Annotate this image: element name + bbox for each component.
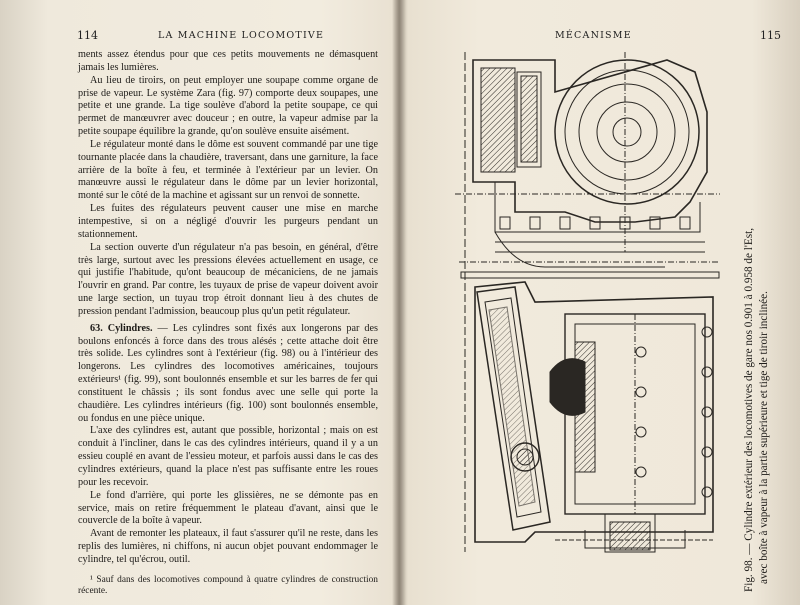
caption-line-2: avec boîte à vapeur à la partie supérieure et tige de tiroir inclinée. [758,291,770,584]
caption-line-1: Fig. 98. — Cylindre extérieur des locomotives de gare nos 0.901 à 0.958 de l'Est, [743,228,755,592]
paragraph: Les fuites des régulateurs peuvent causer une mise en marche intempestive, si on a négligé d'ouvrir les purgeurs pendant un stationnement. [78,203,378,240]
left-page-number: 114 [77,29,98,42]
paragraph: Le régulateur monté dans le dôme est souvent commandé par une tige tournante placée dans la chaudière, traversant, dans une garniture, la face arrière de la boîte à feu, et terminée à l'extérieur par un levier. On manœuvre aussi le régulateur dans le dôme par un levier horizontal, monté sur le côté de la machine et agissant sur un renvoi de sonnette. [78,138,378,202]
paragraph: Au lieu de tiroirs, on peut employer une soupape comme organe de prise de vapeur. Le système Zara (fig. 97) comporte deux soupapes, une petite et une grande. La tige soulève d'abord la petite soupape, ce qui permet de manœuvrer avec douceur ; en outre, la vapeur admise par la petite soupape équilibre la grande, qu'on soulève ensuite aisément. [78,74,378,138]
footnote: ¹ Sauf dans des locomotives compound à quatre cylindres de construction récente. [78,574,378,597]
paragraph: ments assez étendus pour que ces petits mouvements ne démasquent jamais les lumières. [78,49,378,73]
left-page-body [78,49,378,598]
paragraph: La section ouverte d'un régulateur n'a pas besoin, en général, d'être très large, surtout avec les pressions élevées actuellement en usage, ce qui justifie l'habitude, qu'ont beaucoup de mécaniciens, de ne jamais l'ouvrir en grand. Par contre, les tuyaux de prise de vapeur doivent avoir une large section, un tuyau trop étroit donnant lieu à des chutes de pression pendant l'admission, beaucoup plus qu'un petit régulateur. [78,241,378,317]
cylinder-technical-drawing [455,52,725,562]
right-page-number: 115 [760,29,781,42]
section-text: — Les cylindres sont fixés aux longerons par des boulons enfoncés à force dans des trous alésés ; cette attache doit être très solide. Les cylindres sont à l'extérieur (fig. 98) ou à l'intérieur des longerons. Les cylindres des locomotives américaines, toujours extérieurs¹ (fig. 99), sont boulonnés ensemble et sur les barres de fer qui constituent le châssis ; ils sont fondus avec une selle qui porte la chaudière. Les cylindres intérieurs (fig. 100) sont boulonnés ensemble, ou fondus en une pièce unique. [78,322,378,424]
section-paragraph [78,323,378,426]
figure-caption [742,112,786,592]
left-running-head: LA MACHINE LOCOMOTIVE [158,30,325,41]
right-running-head: MÉCANISME [555,30,632,41]
paragraph: Avant de remonter les plateaux, il faut s'assurer qu'il ne reste, dans les replis des lumières, ni chiffons, ni aucun objet pouvant endommager le cylindre, tel qu'écrou, outil. [78,528,378,565]
paragraph: L'axe des cylindres est, autant que possible, horizontal ; mais on est conduit à l'incliner, dans le cas des cylindres intérieurs, quand il y a un essieu couplé en avant de l'essieu moteur, et parfois aussi dans le cas des cylindres extérieurs, quand la place n'est pas suffisante entre les roues pour les recevoir. [78,425,378,488]
section-title: 63. Cylindres. [90,322,153,334]
left-page [0,0,395,605]
paragraph: Le fond d'arrière, qui porte les glissières, ne se démonte pas en service, mais on retire fréquemment le plateau d'avant, ainsi que le couvercle de la boîte à vapeur. [78,489,378,527]
